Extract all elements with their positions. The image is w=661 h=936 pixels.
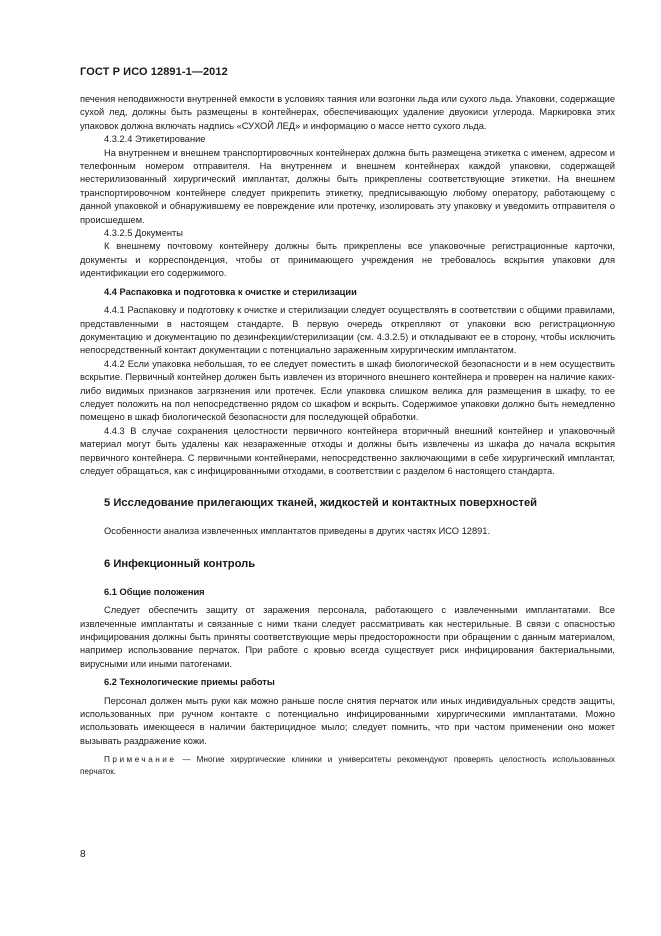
section-heading-6: 6 Инфекционный контроль bbox=[104, 557, 256, 570]
paragraph-4-4-3: 4.4.3 В случае сохранения целостности первичного контейнера вторичный внешний контейнер и упаковочный материал могут быть удалены как незараженные отходы и должны быть извлечены из шкафа до начала вскрытия первичного контейнера. С первичными контейнерами, непосредственно заключающими в себе хирургический имплантат, следует обращаться, как с инфицированными отходами, в соответствии с разделом 6 настоящего стандарта. bbox=[80, 425, 615, 476]
document-body bbox=[80, 93, 615, 778]
paragraph-continuation: печения неподвижности внутренней емкости в условиях таяния или возгонки льда или сухого льда. Упаковки, содержащие сухой лед, должны быть размещены в контейнерах, обеспечивающих удаление двуокиси углерода. Маркировка этих упаковок должна включать надпись «СУХОЙ ЛЕД» и информацию о массе нетто сухого льда. bbox=[80, 94, 615, 131]
section-heading-5: 5 Исследование прилегающих тканей, жидкостей и контактных поверхностей bbox=[104, 497, 538, 510]
note-label: Примечание bbox=[104, 755, 177, 765]
section-heading-6-2: 6.2 Технологические приемы работы bbox=[104, 677, 275, 688]
section-heading-4-4: 4.4 Распаковка и подготовка к очистке и стерилизации bbox=[104, 286, 357, 297]
document-header: ГОСТ Р ИСО 12891-1—2012 bbox=[80, 66, 228, 78]
paragraph-4-4-2: 4.4.2 Если упаковка небольшая, то ее следует поместить в шкаф биологической безопасности и в нем осуществить вскрытие. Первичный контейнер должен быть извлечен из вторичного внешнего контейнера и проверен на наличие каких-либо видимых признаков загрязнения или протечек. Если упаковка слишком велика для размещения в шкафу, то ее следует положить на пол непосредственно рядом со шкафом и вскрыть. Содержимое упаковки должно быть немедленно помещено в шкаф биологической безопасности для последующей обработки. bbox=[80, 358, 615, 423]
paragraph-5: Особенности анализа извлеченных имплантатов приведены в других частях ИСО 12891. bbox=[104, 526, 491, 537]
paragraph-6-1: Следует обеспечить защиту от заражения персонала, работающего с извлеченными имплантатами. Все извлеченные имплантаты и связанные с ними ткани следует рассматривать как нестерильные. В связи с опасностью инфицирования должны быть приняты соответствующие меры предосторожности при обращении с данным материалом, например использование перчаток. При работе с кровью всегда существует риск инфицирования бактериальными, вирусными или иными патогенами. bbox=[80, 605, 615, 669]
section-heading-6-1: 6.1 Общие положения bbox=[104, 586, 205, 597]
note-text: — Многие хирургические клиники и университеты рекомендуют проверять целостность использованных перчаток. bbox=[80, 755, 615, 777]
paragraph-6-2: Персонал должен мыть руки как можно раньше после снятия перчаток или иных индивидуальных средств защиты, использованных при ручном контакте с потенциально инфицированными хирургическими имплантатами. Можно использовать имеющееся в наличии бактерицидное мыло; следует помнить, что при частом применении оно может вызывать раздражение кожи. bbox=[80, 695, 615, 746]
page-number: 8 bbox=[80, 849, 86, 860]
subsection-heading-4-3-2-4: 4.3.2.4 Этикетирование bbox=[104, 134, 206, 145]
note bbox=[80, 754, 615, 778]
paragraph-4-4-1: 4.4.1 Распаковку и подготовку к очистке и стерилизации следует осуществлять в соответствии с общими правилами, представленными в настоящем стандарте. В первую очередь открепляют от упаковки всю регистрационную документацию и документацию по дезинфекции/стерилизации (см. 4.3.2.5) и откладывают ее в сторону, чтобы исключить непосредственный контакт документации с потенциально зараженным хирургическим имплантатом. bbox=[80, 305, 615, 356]
subsection-heading-4-3-2-5: 4.3.2.5 Документы bbox=[104, 228, 183, 239]
paragraph-4-3-2-5: К внешнему почтовому контейнеру должны быть прикреплены все упаковочные регистрационные карточки, документы и корреспонденция, чтобы от принимающего учреждения не требовалось вскрытия упаковки для идентификации его содержимого. bbox=[80, 241, 615, 279]
paragraph-4-3-2-4: На внутреннем и внешнем транспортировочных контейнерах должна быть размещена этикетка с именем, адресом и телефонным номером отправителя. На внутреннем и внешнем контейнерах каждой упаковки, содержащей нестерилизованный хирургический имплантат, должны быть прикреплены соответствующие этикетки. На внешнем транспортировочном контейнере следует прикрепить этикетку, предписывающую любому оператору, работающему с данной упаковкой и обнаружившему ее повреждение или протечку, изолировать эту упаковку и уведомить отправителя о происшедшем. bbox=[80, 147, 615, 225]
